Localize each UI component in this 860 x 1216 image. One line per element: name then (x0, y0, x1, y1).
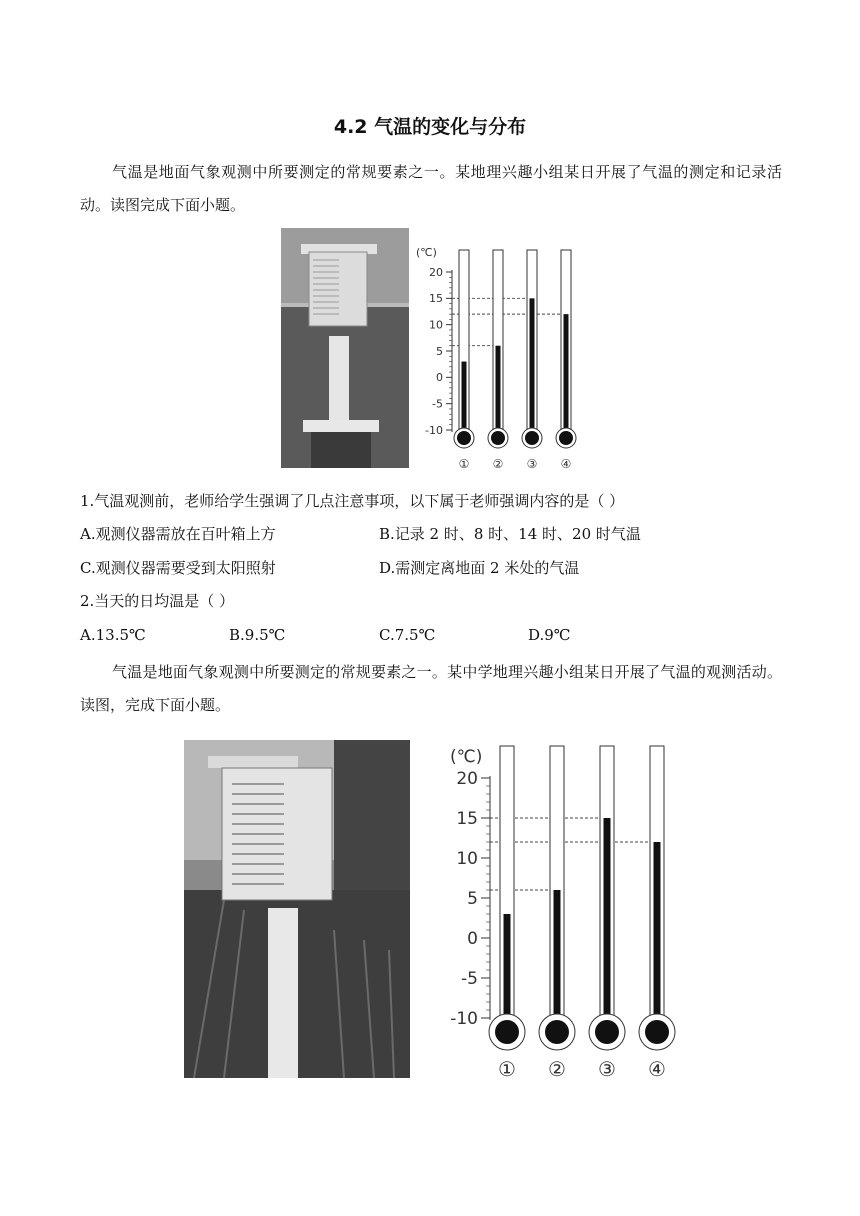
undefined-bulb-4 (559, 431, 573, 445)
question-1-option-a: A.观测仪器需放在百叶箱上方 (80, 525, 276, 543)
undefined-mercury-4 (564, 314, 569, 438)
undefined-unit-label: (℃) (416, 246, 437, 259)
question-1-option-b: B.记录 2 时、8 时、14 时、20 时气温 (379, 525, 641, 543)
undefined-tick-label-10: 10 (456, 848, 478, 869)
undefined-label-4: ④ (648, 1057, 666, 1081)
weather-shelter-photo-2 (184, 740, 410, 1078)
question-2-option-d: D.9℃ (528, 626, 571, 644)
thermometer-figure-1 (416, 240, 586, 480)
undefined-bulb-1 (457, 431, 471, 445)
undefined-tick-label--5: -5 (461, 968, 478, 989)
undefined-bulb-4 (645, 1020, 669, 1044)
weather-shelter-photo-1 (281, 228, 409, 468)
undefined-tick-label-5: 5 (467, 888, 478, 909)
undefined-bulb-1 (495, 1020, 519, 1044)
intro-paragraph-1: 气温是地面气象观测中所要测定的常规要素之一。某地理兴趣小组某日开展了气温的测定和记录活动。读图完成下面小题。 (80, 163, 782, 214)
undefined-tick-label-20: 20 (456, 768, 478, 789)
undefined-mercury-1 (462, 362, 467, 438)
undefined-label-3: ③ (598, 1057, 616, 1081)
undefined-label-2: ② (548, 1057, 566, 1081)
question-2-stem: 2.当天的日均温是（ ） (80, 592, 235, 610)
undefined-unit-label: (℃) (450, 747, 483, 767)
question-1-stem: 1.气温观测前，老师给学生强调了几点注意事项，以下属于老师强调内容的是（ ） (80, 492, 625, 510)
undefined-label-2: ② (492, 457, 504, 471)
question-1-option-c: C.观测仪器需要受到太阳照射 (80, 559, 276, 577)
thermometer-figure-2 (436, 740, 686, 1085)
undefined-tick-label--10: -10 (450, 1008, 478, 1029)
question-1-option-d: D.需测定离地面 2 米处的气温 (379, 559, 580, 577)
undefined-label-4: ④ (560, 457, 572, 471)
undefined-tick-label-15: 15 (456, 808, 478, 829)
undefined-bulb-3 (595, 1020, 619, 1044)
undefined-label-1: ① (458, 457, 470, 471)
undefined-mercury-2 (496, 346, 501, 438)
undefined-tick-label-0: 0 (467, 928, 478, 949)
undefined-bulb-2 (491, 431, 505, 445)
undefined-mercury-3 (530, 298, 535, 438)
undefined-mercury-4 (654, 842, 661, 1032)
question-2-option-c: C.7.5℃ (379, 626, 436, 644)
page-title: 4.2 气温的变化与分布 (333, 116, 527, 138)
undefined-mercury-3 (604, 818, 611, 1032)
undefined-tick-label-5: 5 (436, 344, 443, 358)
undefined-tick-label-0: 0 (436, 371, 443, 385)
undefined-label-1: ① (498, 1057, 516, 1081)
undefined-bulb-2 (545, 1020, 569, 1044)
undefined-tick-label-10: 10 (429, 318, 443, 332)
undefined-tick-label-15: 15 (429, 292, 443, 306)
question-2-option-a: A.13.5℃ (80, 626, 146, 644)
undefined-tick-label-20: 20 (429, 265, 443, 279)
undefined-tick-label--5: -5 (432, 397, 443, 411)
question-2-option-b: B.9.5℃ (229, 626, 286, 644)
undefined-mercury-2 (554, 890, 561, 1032)
undefined-bulb-3 (525, 431, 539, 445)
intro-paragraph-2: 气温是地面气象观测中所要测定的常规要素之一。某中学地理兴趣小组某日开展了气温的观测活动。读图，完成下面小题。 (80, 663, 782, 714)
undefined-tick-label--10: -10 (425, 423, 443, 437)
undefined-label-3: ③ (526, 457, 538, 471)
